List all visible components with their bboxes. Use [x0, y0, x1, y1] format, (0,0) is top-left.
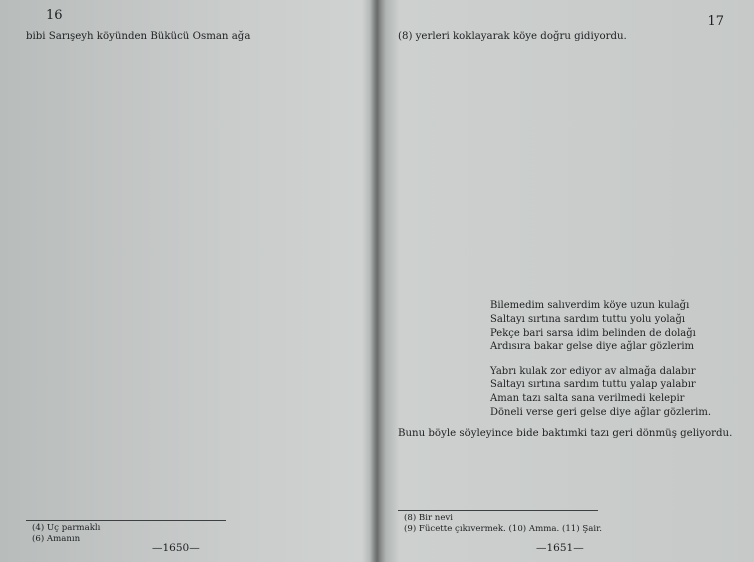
text-line: [26, 301, 360, 315]
text-line: [26, 274, 360, 288]
text-line: [26, 206, 360, 220]
text-line: [398, 495, 738, 509]
text-line: [398, 98, 738, 112]
right-footnotes: [398, 513, 738, 535]
poem-line: Döneli verse geri gelse diye ağlar gözlerim.: [490, 406, 712, 418]
text-line: [26, 179, 360, 193]
footnote: (9) Fücette çıkıvermek. (10) Amma. (11) Şair.: [404, 524, 602, 535]
page-number-left: 16: [46, 8, 63, 23]
text-line: [398, 44, 738, 58]
stanza-gap: [490, 354, 738, 365]
poem-line: Yabrı kulak zor ediyor av almağa dalabır: [490, 365, 696, 377]
poem-line: Pekçe bari sarsa idim belinden de dolağı: [490, 327, 696, 339]
text-line: [398, 454, 738, 468]
text-line: [26, 44, 360, 58]
text-line: [26, 84, 360, 98]
text-line: [26, 125, 360, 139]
text-line: bibi Sarışeyh köyünden Bükücü Osman ağa: [26, 31, 251, 42]
text-line: [26, 193, 360, 207]
text-line: [398, 125, 738, 139]
poem-line: Saltayı sırtına sardım tuttu yalap yalabır: [490, 379, 696, 391]
text-line: [26, 396, 360, 410]
folio-right: —1651—: [536, 542, 584, 554]
text-line: [26, 152, 360, 166]
folio-left: —1650—: [152, 542, 200, 554]
text-line: [398, 57, 738, 71]
text-line: [26, 369, 360, 383]
text-line: [26, 504, 360, 518]
text-line: [26, 220, 360, 234]
text-line: [398, 206, 738, 220]
footnote: (8) Bir nevi: [404, 513, 454, 524]
text-line: (8) yerleri koklayarak köye doğru gidiyordu.: [398, 31, 627, 42]
text-line: [398, 84, 738, 98]
text-line: [26, 382, 360, 396]
text-line: Bunu böyle söyleyince bide baktımki tazı geri dönmüş geliyordu.: [398, 428, 733, 440]
right-page-body-bottom: [398, 427, 738, 508]
poem: [490, 299, 738, 419]
right-page-body-top: [398, 30, 738, 287]
text-line: [398, 193, 738, 207]
text-line: [26, 328, 360, 342]
text-line: [398, 274, 738, 288]
footnote: (6) Amanın: [32, 533, 81, 544]
text-line: [398, 481, 738, 495]
text-line: [26, 260, 360, 274]
text-line: [398, 165, 738, 179]
right-page: [386, 0, 754, 562]
text-line: [26, 450, 360, 464]
left-page: [0, 0, 372, 562]
text-line: [26, 355, 360, 369]
text-line: [398, 233, 738, 247]
text-line: [26, 165, 360, 179]
footnote-rule-right: [398, 510, 598, 511]
text-line: [398, 468, 738, 482]
page-number-right: 17: [707, 14, 724, 29]
text-line: [26, 436, 360, 450]
text-line: [398, 247, 738, 261]
text-line: [398, 179, 738, 193]
text-line: [398, 71, 738, 85]
footnote-rule-left: [26, 520, 226, 521]
text-line: [26, 409, 360, 423]
book-gutter: [370, 0, 386, 562]
left-page-body: [26, 30, 360, 518]
text-line: [26, 287, 360, 301]
text-line: [26, 314, 360, 328]
poem-line: Saltayı sırtına sardım tuttu yolu yolağı: [490, 313, 686, 325]
footnote: (4) Üç parmaklı: [32, 522, 101, 533]
text-line: [398, 138, 738, 152]
text-line: [26, 138, 360, 152]
text-line: [26, 71, 360, 85]
text-line: [398, 220, 738, 234]
poem-stanza-2: [490, 365, 738, 419]
text-line: [26, 98, 360, 112]
text-line: [26, 477, 360, 491]
text-line: [26, 233, 360, 247]
text-line: [398, 152, 738, 166]
text-line: [398, 260, 738, 274]
text-line: [26, 247, 360, 261]
poem-line: Aman tazı salta sana verilmedi kelepir: [490, 392, 685, 404]
text-line: [398, 111, 738, 125]
text-line: [26, 57, 360, 71]
text-line: [26, 491, 360, 505]
text-line: [26, 111, 360, 125]
poem-line: Ardısıra bakar gelse diye ağlar gözlerim: [490, 341, 695, 353]
text-line: [26, 342, 360, 356]
text-line: [26, 464, 360, 478]
text-line: [26, 423, 360, 437]
poem-line: Bilemedim salıverdim köye uzun kulağı: [490, 300, 690, 312]
text-line: [398, 441, 738, 455]
poem-stanza-1: [490, 299, 738, 353]
